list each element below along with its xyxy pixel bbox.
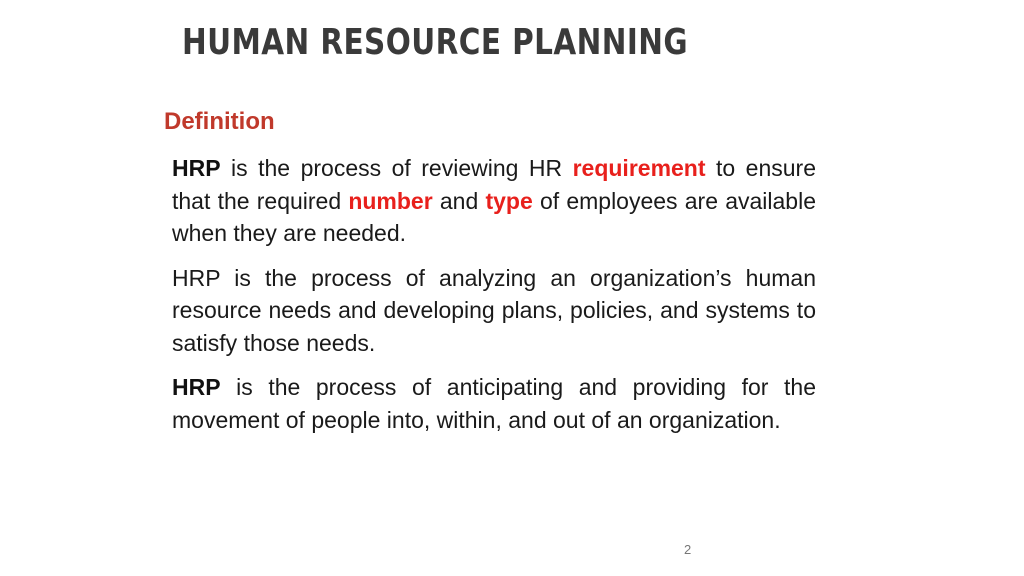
- paragraph-text: is the process of anticipating and providing for the movement of people into, within, and out of an organization.: [172, 374, 816, 433]
- paragraph-text: to ensure that the required: [172, 155, 816, 214]
- definition-body: [172, 152, 816, 448]
- paragraph-text: is the process of reviewing HR: [220, 155, 573, 181]
- definition-paragraph-3: [172, 371, 816, 436]
- keyword-type: type: [485, 187, 533, 214]
- page-number: 2: [684, 542, 692, 557]
- keyword-number: number: [348, 187, 433, 214]
- paragraph-text: of employees are available when they are needed.: [172, 187, 816, 246]
- definition-heading: Definition: [164, 108, 275, 135]
- definition-paragraph-1: [172, 152, 816, 250]
- hrp-term: HRP: [172, 155, 221, 181]
- hrp-term: HRP: [172, 374, 221, 400]
- definition-paragraph-2: HRP is the process of analyzing an organization’s human resource needs and developing plans, policies, and systems to satisfy those needs.: [172, 264, 816, 356]
- slide-title: HUMAN RESOURCE PLANNING: [182, 22, 689, 63]
- paragraph-text: and: [432, 187, 486, 214]
- keyword-requirement: requirement: [572, 155, 706, 181]
